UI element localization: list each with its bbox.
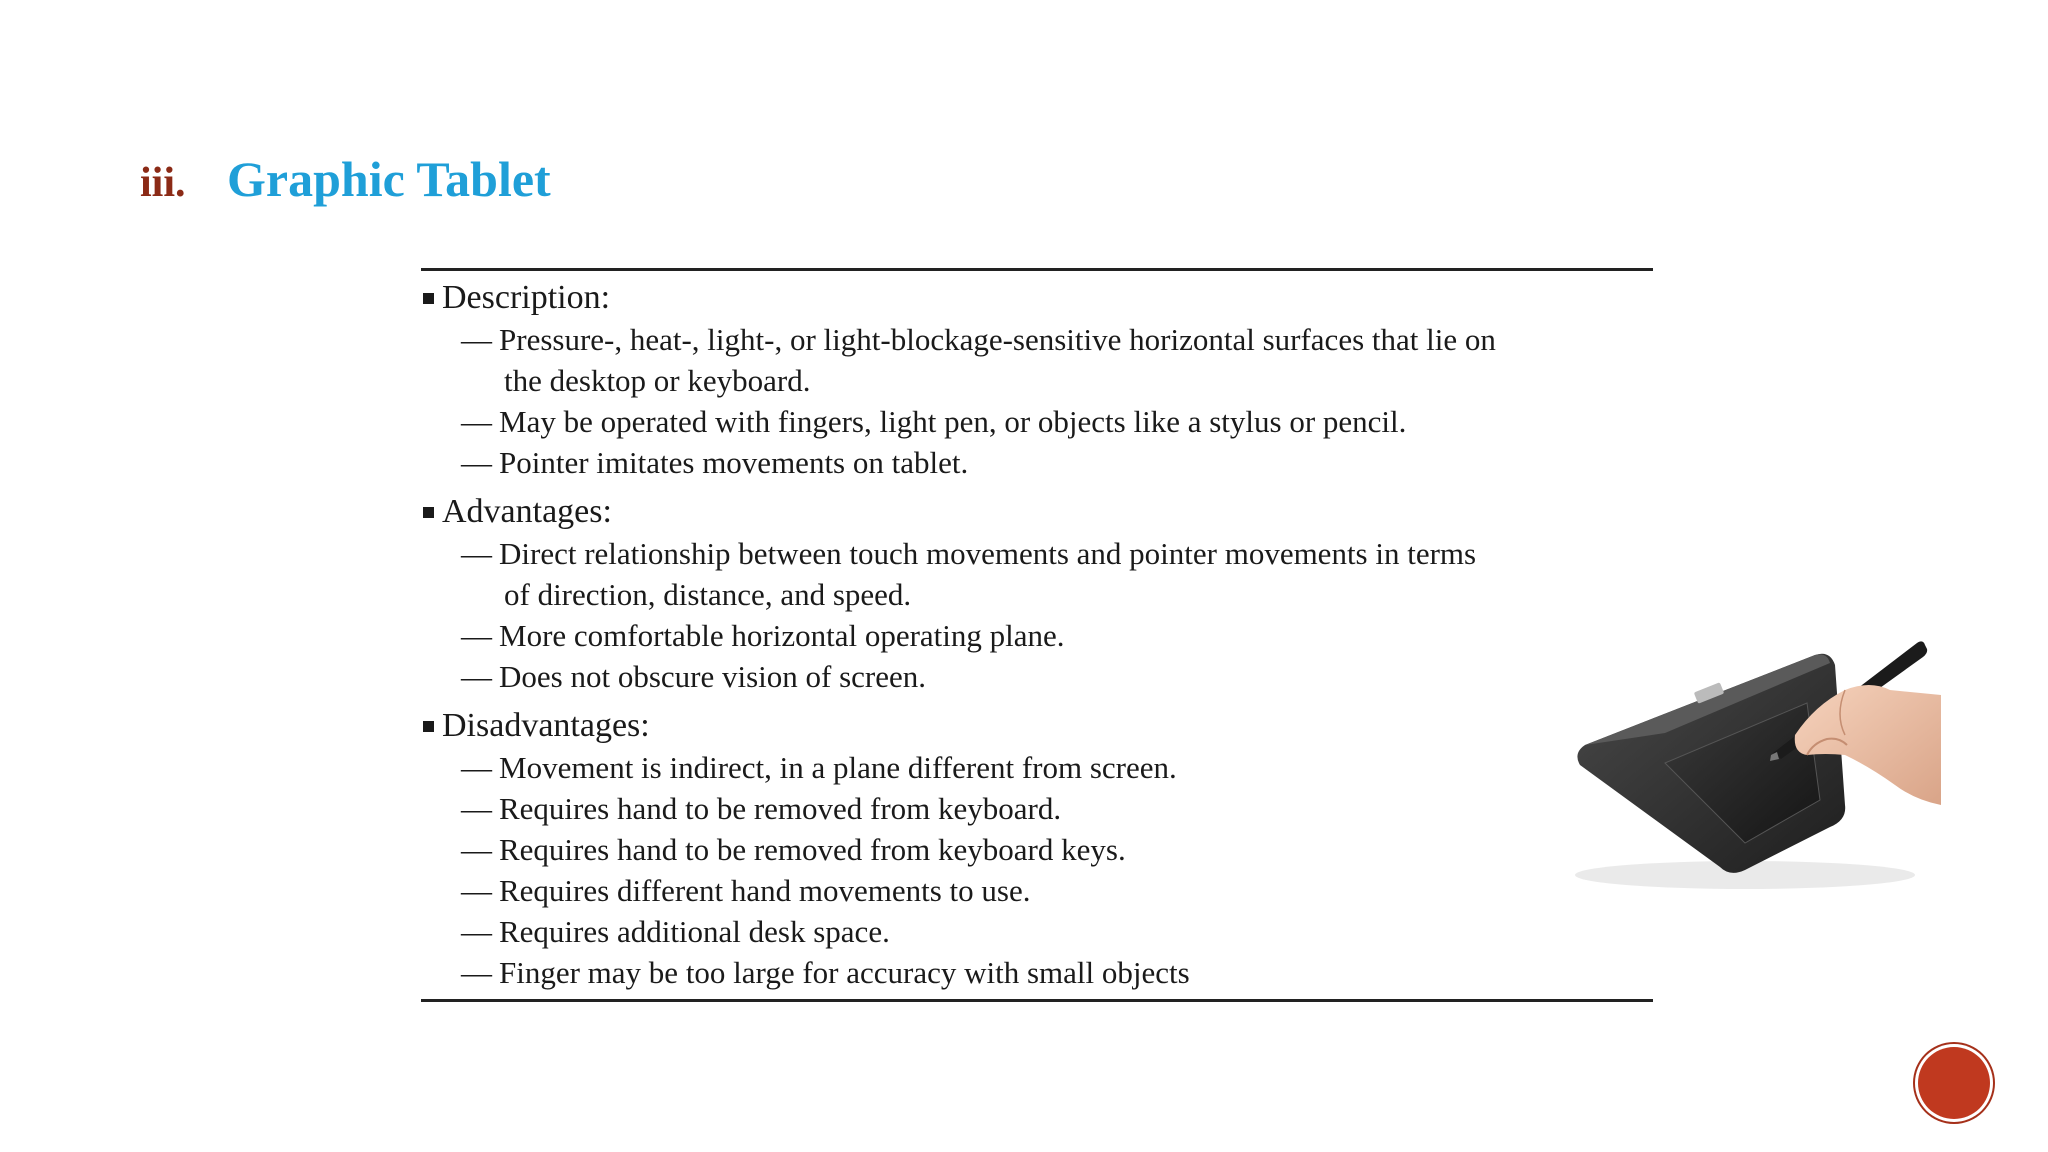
section-heading: Advantages: <box>421 491 1653 533</box>
square-bullet-icon <box>423 721 434 732</box>
list-item: — Requires additional desk space. <box>421 911 1653 952</box>
title-number: iii. <box>140 160 186 206</box>
next-slide-button[interactable] <box>1918 1047 1990 1119</box>
section-heading: Description: <box>421 277 1653 319</box>
square-bullet-icon <box>423 293 434 304</box>
dash-icon: — <box>461 659 492 694</box>
list-item: — Direct relationship between touch movements and pointer movements in terms of direction, distance, and speed. <box>421 533 1653 615</box>
list-item: — Pointer imitates movements on tablet. <box>421 442 1653 483</box>
content-box <box>421 268 1653 1002</box>
list-item: — Requires hand to be removed from keyboard. <box>421 788 1653 829</box>
section-disadvantages <box>421 705 1653 993</box>
graphic-tablet-illustration <box>1545 635 1941 897</box>
slide-title-row <box>140 150 551 208</box>
slide-title: Graphic Tablet <box>227 151 551 207</box>
dash-icon: — <box>461 955 492 990</box>
list-item: — Does not obscure vision of screen. <box>421 656 1653 697</box>
dash-icon: — <box>461 322 492 357</box>
dash-icon: — <box>461 791 492 826</box>
list-item: — Requires hand to be removed from keyboard keys. <box>421 829 1653 870</box>
list-item: — Finger may be too large for accuracy with small objects <box>421 952 1653 993</box>
section-heading: Disadvantages: <box>421 705 1653 747</box>
list-item: — Requires different hand movements to use. <box>421 870 1653 911</box>
list-item: — Pressure-, heat-, light-, or light-blockage-sensitive horizontal surfaces that lie on the desktop or keyboard. <box>421 319 1653 401</box>
list-item: — More comfortable horizontal operating plane. <box>421 615 1653 656</box>
dash-icon: — <box>461 750 492 785</box>
section-advantages <box>421 491 1653 697</box>
dash-icon: — <box>461 536 492 571</box>
dash-icon: — <box>461 445 492 480</box>
dash-icon: — <box>461 832 492 867</box>
section-description <box>421 277 1653 483</box>
dash-icon: — <box>461 914 492 949</box>
list-item: — May be operated with fingers, light pen, or objects like a stylus or pencil. <box>421 401 1653 442</box>
dash-icon: — <box>461 873 492 908</box>
square-bullet-icon <box>423 507 434 518</box>
dash-icon: — <box>461 404 492 439</box>
dash-icon: — <box>461 618 492 653</box>
list-item: — Movement is indirect, in a plane different from screen. <box>421 747 1653 788</box>
